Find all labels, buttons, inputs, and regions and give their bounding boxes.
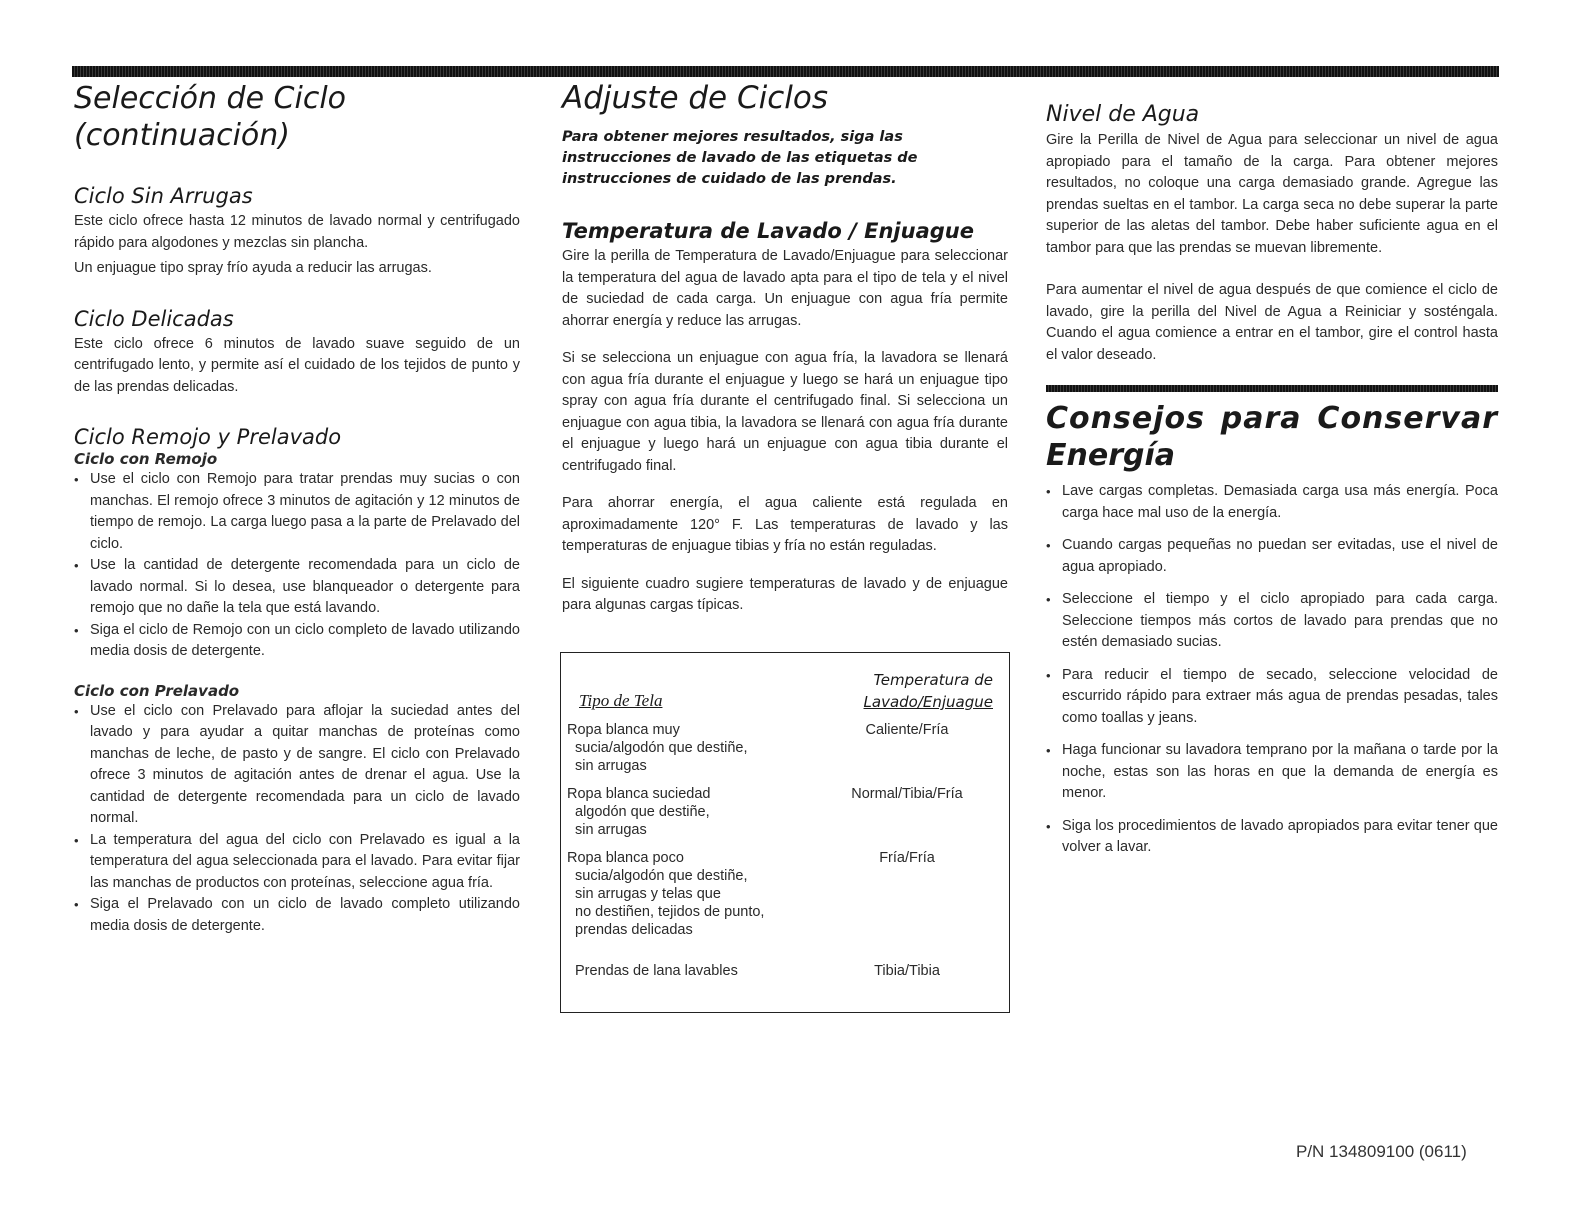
part-number: P/N 134809100 (0611) <box>1296 1142 1467 1161</box>
table-header-temp-line1: Temperatura de <box>873 671 993 689</box>
list-item: • Cuando cargas pequeñas no puedan ser evitadas, use el nivel de agua apropiado. <box>1046 535 1498 578</box>
list-item: • La temperatura del agua del ciclo con Prelavado es igual a la temperatura del agua seleccionada para el lavado. Para evitar fijar las manchas de productos con proteínas, seleccione agua fría. <box>74 830 520 895</box>
column-cycle-adjustment <box>562 78 1008 617</box>
table-header-fabric: Tipo de Tela <box>579 691 663 710</box>
fabric-line: sucia/algodón que destiñe, <box>575 868 748 884</box>
list-item: • Haga funcionar su lavadora temprano por la mañana o tarde por la noche, estas son las horas en que la demanda de energía es menor. <box>1046 740 1498 805</box>
table-cell-temperature: Normal/Tibia/Fría <box>851 786 963 802</box>
adjuste-title: Adjuste de Ciclos <box>562 80 829 116</box>
heading-temperatura: Temperatura de Lavado / Enjuague <box>562 219 974 243</box>
list-item: • Use el ciclo con Prelavado para aflojar la suciedad antes del lavado y para ayudar a quitar manchas de proteínas como manchas de leche, de pasto y de sangre. El ciclo con Prelavado ofrece 3 minutos de agitación antes de drenar el agua. Use la cantidad de detergente recomendada para un ciclo de lavado normal. <box>74 701 520 830</box>
table-cell-fabric <box>567 849 847 939</box>
sin-arrugas-text-1: Este ciclo ofrece hasta 12 minutos de lavado normal y centrifugado rápido para algodones y mezclas sin plancha. <box>74 213 520 251</box>
column-cycle-selection <box>74 78 520 937</box>
fabric-line: Ropa blanca poco <box>567 850 684 866</box>
fabric-line: sin arrugas <box>575 822 647 838</box>
fabric-line: sin arrugas y telas que <box>575 886 721 902</box>
list-item: • Seleccione el tiempo y el ciclo apropiado para cada carga. Seleccione tiempos más cortos de lavado para prendas que no estén demasiado sucias. <box>1046 589 1498 654</box>
list-item: • Siga el Prelavado con un ciclo de lavado completo utilizando media dosis de detergente. <box>74 894 520 937</box>
fabric-line: Ropa blanca muy <box>567 722 680 738</box>
energy-title-word: Energía <box>1046 438 1175 473</box>
list-item: • Para reducir el tiempo de secado, seleccione velocidad de escurrido rápido para extraer más agua de prendas pesadas, tales como toallas y jeans. <box>1046 665 1498 730</box>
table-cell-temperature: Caliente/Fría <box>865 722 949 738</box>
list-item: • Use el ciclo con Remojo para tratar prendas muy sucias o con manchas. El remojo ofrece 3 minutos de agitación y 12 minutos de tiempo de remojo. La carga luego pasa a la parte de Prelavado del ciclo. <box>74 469 520 555</box>
table-cell-fabric <box>567 962 847 980</box>
table-cell-temperature: Tibia/Tibia <box>874 963 940 979</box>
heading-sin-arrugas: Ciclo Sin Arrugas <box>74 184 253 208</box>
title-line-1: Selección de Ciclo <box>74 81 347 116</box>
fabric-line: Ropa blanca suciedad <box>567 786 711 802</box>
page-title <box>74 80 520 154</box>
sin-arrugas-text-2: Un enjuague tipo spray frío ayuda a reducir las arrugas. <box>74 260 432 276</box>
prelavado-list <box>74 701 520 938</box>
subheading-prelavado: Ciclo con Prelavado <box>74 681 240 700</box>
energy-title <box>1046 400 1498 474</box>
list-item: • Use la cantidad de detergente recomendada para un ciclo de lavado normal. Si lo desea, use blanqueador o detergente para remojo que no dañe la tela que está lavando. <box>74 555 520 620</box>
list-item: • Siga el ciclo de Remojo con un ciclo completo de lavado utilizando media dosis de detergente. <box>74 620 520 663</box>
remojo-list <box>74 469 520 663</box>
fabric-line: sucia/algodón que destiñe, <box>575 740 748 756</box>
column-water-level <box>1046 78 1498 859</box>
energy-title-line1 <box>1046 400 1498 437</box>
heading-delicadas: Ciclo Delicadas <box>74 306 234 331</box>
heading-remojo-prelavado: Ciclo Remojo y Prelavado <box>74 425 342 449</box>
temperature-table <box>560 652 1010 1013</box>
table-header-temp-line2: Lavado/Enjuague <box>863 693 993 711</box>
table-cell-temperature: Fría/Fría <box>879 850 935 866</box>
fabric-line: no destiñen, tejidos de punto, <box>575 904 765 920</box>
top-rule <box>72 66 1499 77</box>
nivel-text-2: Para aumentar el nivel de agua después de que comience el ciclo de lavado, gire la perilla del Nivel de Agua a Reiniciar y sosténgala. Cuando el agua comience a entrar en el tambor, gire el control hasta el valor deseado. <box>1046 282 1498 363</box>
table-header-temperature <box>864 669 993 713</box>
table-cell-fabric <box>567 721 847 775</box>
title-line-2: (continuación) <box>74 118 290 153</box>
energy-title-word: Conservar <box>1317 401 1498 436</box>
list-item: • Siga los procedimientos de lavado apropiados para evitar tener que volver a lavar. <box>1046 816 1498 859</box>
nivel-text-1: Gire la Perilla de Nivel de Agua para seleccionar un nivel de agua apropiado para el tamaño de la carga. Para obtener mejores resultados, no coloque una carga demasiado grande. Agregue las prendas sueltas en el tambor. La carga seca no debe superar la parte superior de las aletas del tambor. Debe haber suficiente agua en el tambor para que las prendas se muevan libremente. <box>1046 132 1498 256</box>
subheading-remojo: Ciclo con Remojo <box>74 450 218 468</box>
temperatura-text-3: Para ahorrar energía, el agua caliente está regulada en aproximadamente 120° F. Las temperaturas de lavado y las temperaturas de enjuague tibias y fría no están reguladas. <box>562 495 1008 554</box>
fabric-line: algodón que destiñe, <box>575 804 710 820</box>
heading-nivel-agua: Nivel de Agua <box>1046 102 1200 127</box>
energy-title-word: Consejos <box>1046 401 1205 436</box>
table-cell-fabric <box>567 785 847 839</box>
section-rule <box>1046 385 1498 392</box>
list-item: • Lave cargas completas. Demasiada carga usa más energía. Poca carga hace mal uso de la energía. <box>1046 481 1498 524</box>
energy-title-word: para <box>1220 401 1302 436</box>
intro-note: Para obtener mejores resultados, siga las instrucciones de lavado de las etiquetas de instrucciones de cuidado de las prendas. <box>562 129 918 187</box>
energy-tips-list <box>1046 481 1498 859</box>
temperatura-text-1: Gire la perilla de Temperatura de Lavado/Enjuague para seleccionar la temperatura del agua de lavado apta para el tipo de tela y el nivel de suciedad de cada carga. Un enjuague con agua fría permite ahorrar energía y reduce las arrugas. <box>562 248 1008 329</box>
temperatura-text-4: El siguiente cuadro sugiere temperaturas de lavado y de enjuague para algunas cargas típicas. <box>562 575 1008 613</box>
fabric-line: sin arrugas <box>575 758 647 774</box>
fabric-line: prendas delicadas <box>575 922 693 938</box>
delicadas-text: Este ciclo ofrece 6 minutos de lavado suave seguido de un centrifugado lento, y permite así el cuidado de los tejidos de punto y de las prendas delicadas. <box>74 335 520 395</box>
temperatura-text-2: Si se selecciona un enjuague con agua fría, la lavadora se llenará con agua fría durante el enjuague y luego se hará un enjuague tipo spray con agua fría durante el centrifugado final. Si selecciona un enjuague con agua tibia, la lavadora se llenará con agua fría durante el enjuague y luego hará un enjuague con agua tibia durante el centrifugado final. <box>562 350 1008 474</box>
fabric-line: Prendas de lana lavables <box>575 963 738 979</box>
